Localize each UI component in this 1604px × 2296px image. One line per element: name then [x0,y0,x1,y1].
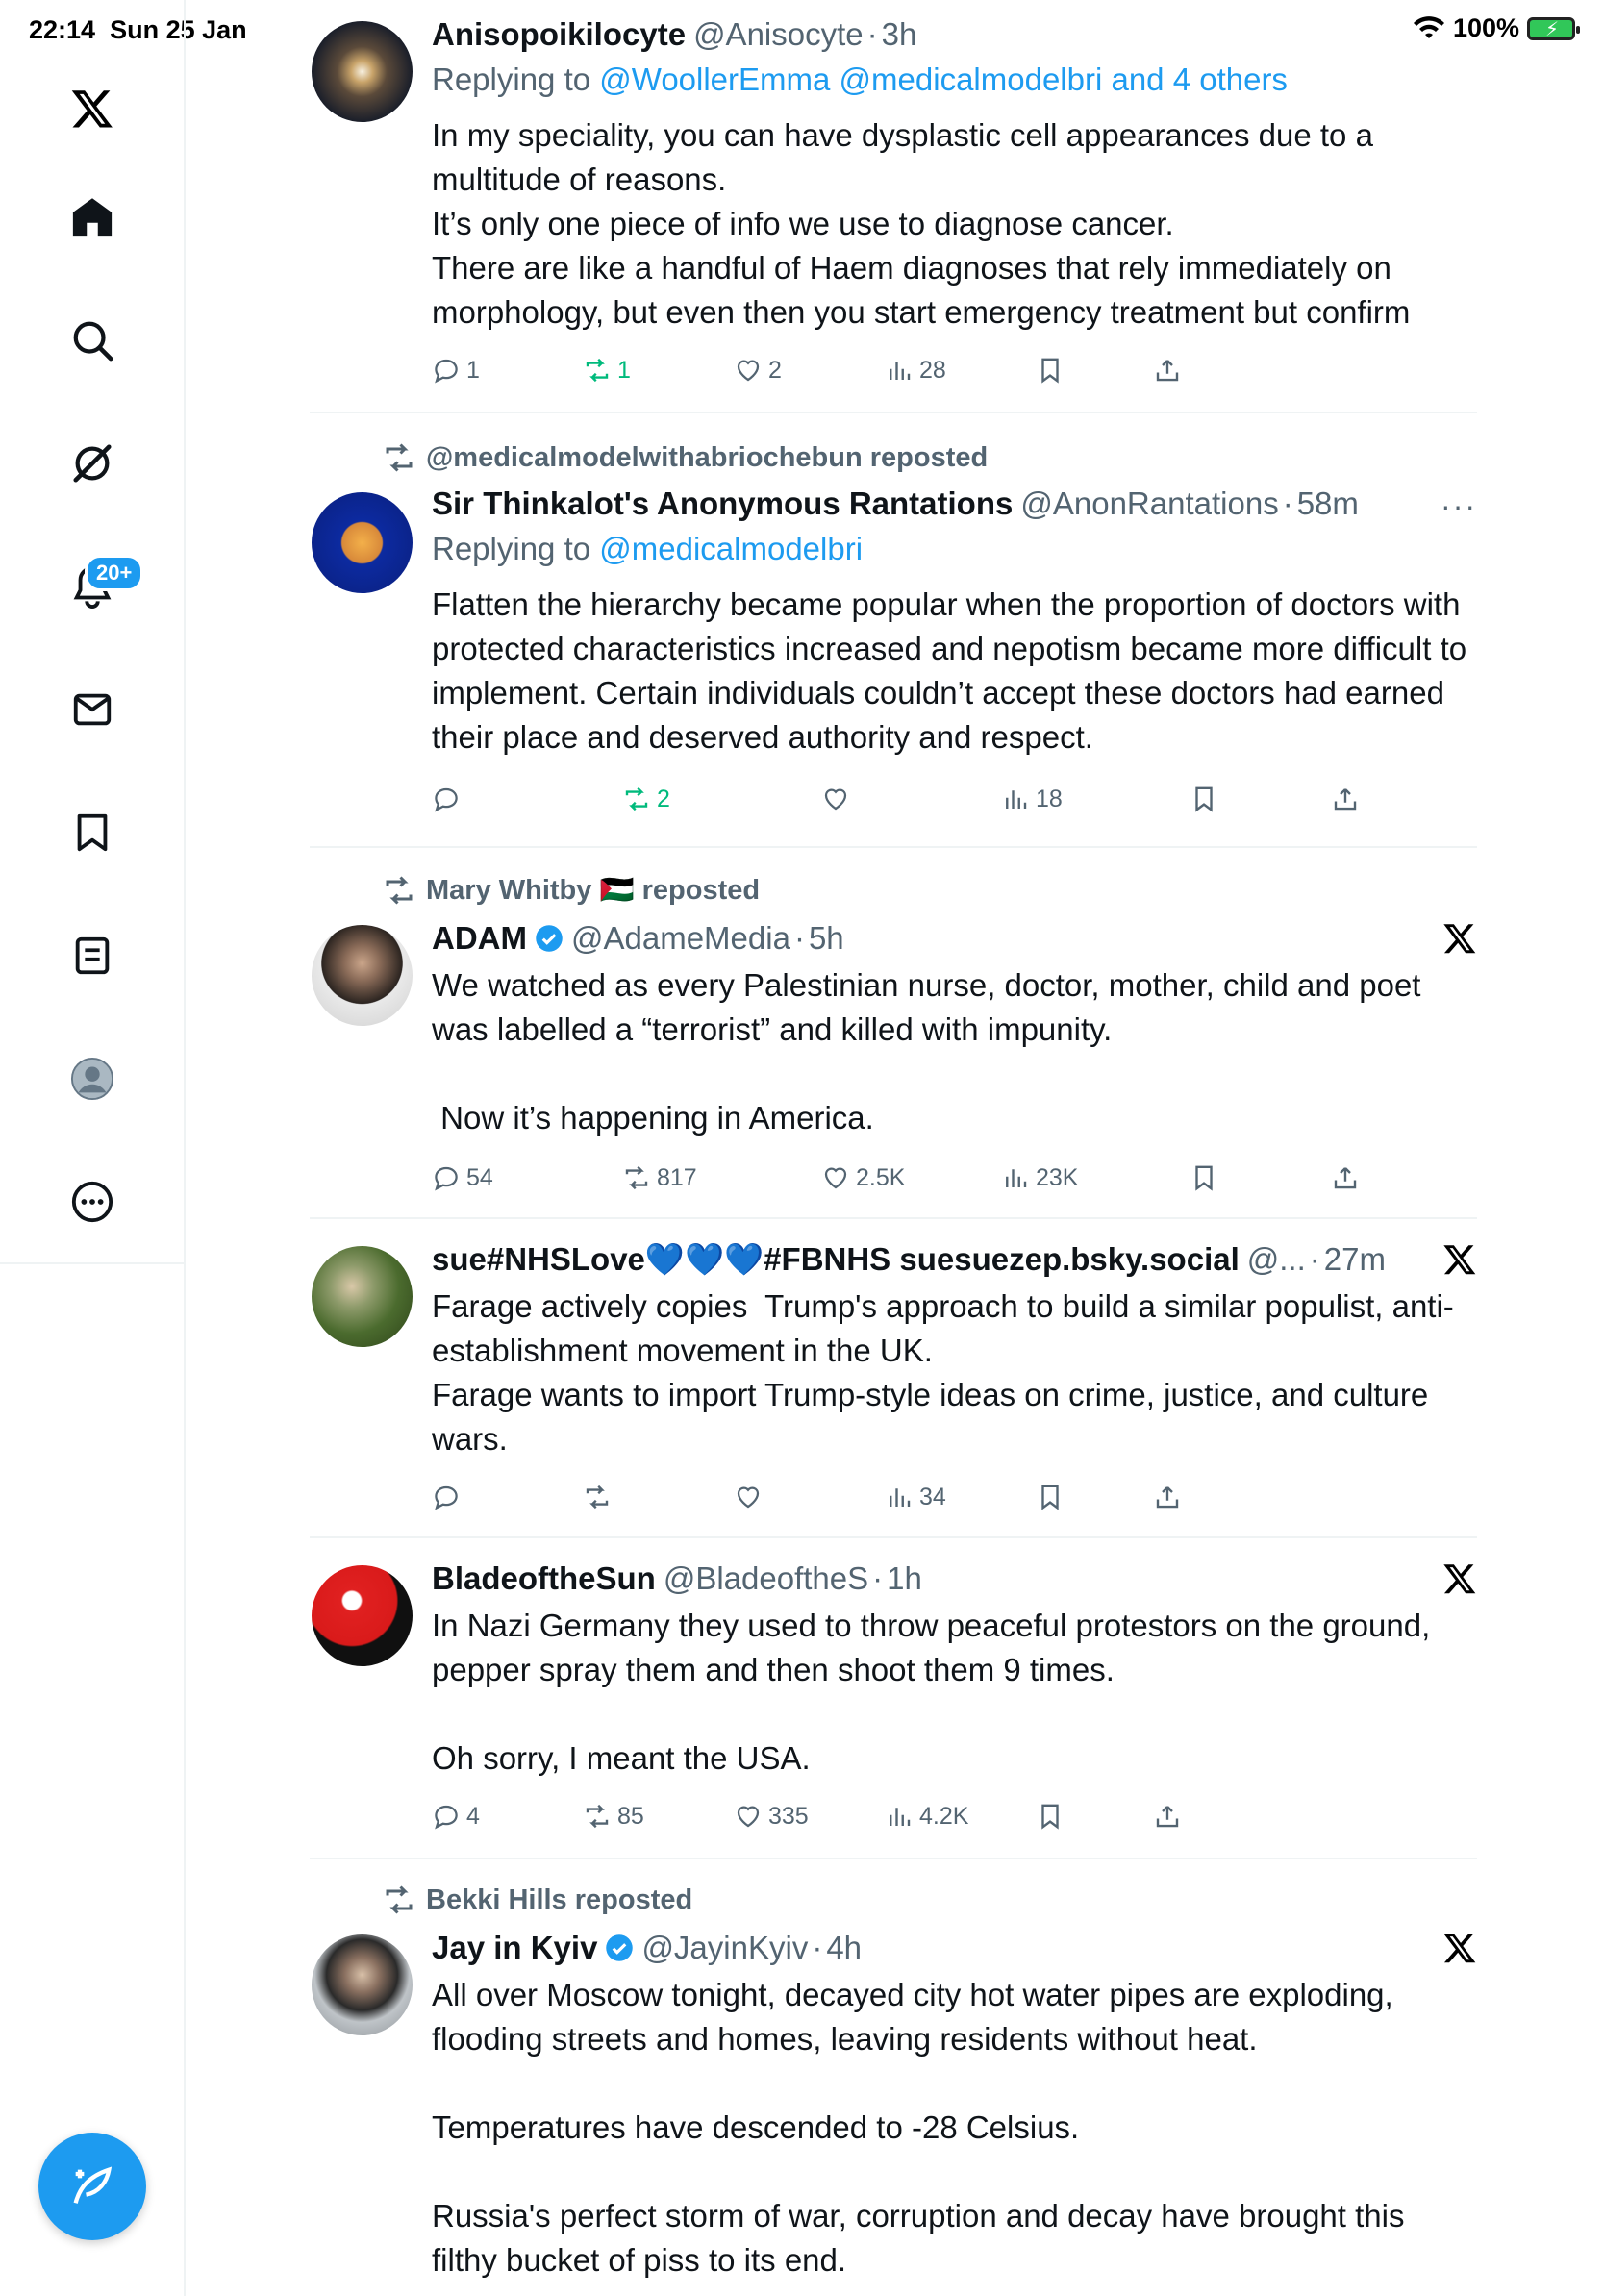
like-button[interactable] [734,1802,809,1831]
status-time: 22:14 Sun 25 Jan [29,15,247,44]
share-button[interactable] [1153,1483,1182,1511]
tweet-text: All over Moscow tonight, decayed city hot water pipes are exploding, flooding streets and homes, leaving residents without heat. Temperatures have descended to -28 Celsius. Russia's perfect storm of war, corruption and decay have brought this filthy bucket of piss to its end. [432,1977,1405,2278]
repost-indicator: @medicalmodelwithabriochebun reposted [382,440,988,475]
bookmark-button[interactable] [1190,785,1218,813]
separator: · [866,16,878,52]
repost-indicator: Mary Whitby 🇵🇸 reposted [382,873,760,908]
bookmark-icon [1190,785,1218,813]
share-button[interactable] [1153,1802,1182,1831]
reply-button[interactable] [432,356,480,385]
reply-icon [432,1483,461,1511]
tweet-actions [432,356,1201,394]
reply-count: 54 [466,1163,493,1191]
repost-button[interactable] [583,356,631,385]
views-button[interactable] [885,1802,968,1831]
search-icon[interactable] [61,309,124,372]
sidebar-divider [0,1262,186,1264]
heart-icon [734,1483,763,1511]
tweet-actions [432,1163,1201,1202]
reply-button[interactable] [432,1483,466,1511]
repost-icon [583,1802,612,1831]
compose-icon [67,2161,117,2211]
lists-icon[interactable] [61,924,124,987]
reply-icon [432,1163,461,1192]
bookmark-button[interactable] [1036,356,1065,385]
views-icon [1001,785,1030,813]
bookmark-button[interactable] [1036,1802,1065,1831]
bookmark-icon [1036,1483,1065,1511]
tweet-actions [432,1483,1201,1521]
tweet-header [432,13,1477,56]
repost-icon [382,1883,416,1917]
repost-indicator: Bekki Hills reposted [382,1883,692,1917]
avatar[interactable] [312,1565,413,1666]
author-name[interactable]: Anisopoikilocyte [432,16,687,52]
like-button[interactable] [821,785,856,813]
author-name[interactable]: BladeoftheSun [432,1560,656,1596]
repost-icon [622,1163,651,1192]
views-button[interactable] [1001,785,1063,813]
tweet-time[interactable]: 27m [1323,1241,1386,1277]
reply-icon [432,356,461,385]
reply-mention-link[interactable]: @medicalmodelbri [599,531,864,566]
battery-icon: ⚡ [1527,17,1575,40]
repost-icon [583,356,612,385]
more-options-icon[interactable]: ··· [1441,488,1477,523]
author-handle[interactable]: @... [1246,1241,1306,1277]
author-handle[interactable]: @Anisocyte [693,16,864,52]
avatar[interactable] [312,492,413,593]
avatar[interactable] [312,1246,413,1347]
author-handle[interactable]: @BladeoftheS [663,1560,869,1596]
author-name[interactable]: sue#NHSLove💙💙💙#FBNHS suesuezep.bsky.social [432,1240,1240,1277]
tweet[interactable] [310,850,1477,1219]
avatar[interactable] [312,21,413,122]
tweet-header [432,483,1477,525]
views-count: 18 [1036,785,1063,812]
like-button[interactable] [734,1483,768,1511]
avatar[interactable] [312,925,413,1026]
views-icon [1001,1163,1030,1192]
views-button[interactable] [885,356,946,385]
author-name[interactable]: ADAM [432,920,527,956]
sidebar [0,0,186,2296]
verified-badge-icon [605,1934,634,1962]
compose-button[interactable] [38,2133,146,2240]
bookmarks-icon[interactable] [61,801,124,864]
author-handle[interactable]: @AdameMedia [570,920,790,956]
battery-percent: 100% [1452,13,1519,42]
separator: · [812,1930,823,1965]
x-source-icon [1442,1931,1477,1965]
tweet-time[interactable]: 5h [808,920,844,956]
bookmark-icon [1190,1163,1218,1192]
repost-icon [622,785,651,813]
heart-icon [734,356,763,385]
bookmark-button[interactable] [1036,1483,1065,1511]
x-source-icon [1442,1561,1477,1596]
repost-icon [382,873,416,908]
reply-count: 4 [466,1802,480,1830]
repost-button[interactable] [622,1163,697,1192]
share-icon [1153,1483,1182,1511]
tweet-time[interactable]: 58m [1296,486,1359,521]
like-count: 335 [768,1802,809,1830]
repost-icon [583,1483,612,1511]
views-count: 4.2K [919,1802,969,1830]
views-count: 23K [1036,1163,1079,1191]
reply-icon [432,785,461,813]
repost-icon [382,440,416,475]
bookmark-icon [1036,1802,1065,1831]
share-icon [1153,1802,1182,1831]
tweet-actions [432,785,1201,823]
tweet[interactable] [310,1861,1477,2296]
reply-button[interactable] [432,785,466,813]
reply-mention-link[interactable]: @WoollerEmma @medicalmodelbri and 4 others [599,62,1288,97]
share-button[interactable] [1331,785,1360,813]
share-button[interactable] [1331,1163,1360,1192]
views-count: 34 [919,1483,946,1510]
repost-button[interactable] [622,785,670,813]
tweet-text: Flatten the hierarchy became popular when the proportion of doctors with protected characteristics increased and nepotism became more difficult to implement. Certain individuals couldn’t accept these doctors had earned their place and deserved authority and respect. [432,586,1476,755]
like-button[interactable] [734,356,782,385]
separator: · [793,920,805,956]
tweet[interactable] [310,415,1477,848]
separator: · [1309,1241,1320,1277]
x-logo-icon[interactable] [61,77,124,140]
tweet-text: In my speciality, you can have dysplastic cell appearances due to a multitude of reasons. It’s only one piece of info we use to diagnose cancer. There are like a handful of Haem diagnoses that rely immediately on morphology, but even then you start emergency treatment but confirm [432,117,1411,330]
repost-count: 85 [617,1802,644,1830]
tweet-header [432,1238,1477,1281]
avatar[interactable] [312,1934,413,2035]
separator: · [1282,486,1293,521]
reply-count: 1 [466,356,480,384]
share-icon [1331,1163,1360,1192]
reply-button[interactable] [432,1163,493,1192]
tweet-time[interactable]: 1h [887,1560,922,1596]
tweet[interactable] [310,0,1477,413]
like-button[interactable] [821,1163,905,1192]
author-name[interactable]: Sir Thinkalot's Anonymous Rantations [432,486,1014,521]
messages-icon[interactable] [61,678,124,741]
author-name[interactable]: Jay in Kyiv [432,1930,598,1965]
timeline-feed [310,0,1477,2296]
tweet[interactable] [310,1540,1477,1859]
x-source-icon [1442,1242,1477,1277]
replying-to: Replying to @medicalmodelbri [432,531,864,566]
share-button[interactable] [1153,356,1182,385]
bookmark-button[interactable] [1190,1163,1218,1192]
repost-count: 1 [617,356,631,384]
tweet-actions [432,1802,1201,1840]
repost-count: 2 [657,785,670,812]
tweet-header [432,917,1477,960]
separator: · [872,1560,884,1596]
views-icon [885,1802,914,1831]
notifications-badge: 20+ [85,555,143,591]
tweet-text: We watched as every Palestinian nurse, doctor, mother, child and poet was labelled a “terrorist” and killed with impunity. Now it’s happening in America. [432,967,1421,1136]
bookmark-icon [1036,356,1065,385]
grok-icon[interactable] [61,432,124,495]
repost-button[interactable] [583,1802,644,1831]
tweet-text: Farage actively copies Trump's approach to build a similar populist, anti-establishment movement in the UK. Farage wants to import Trump-style ideas on crime, justice, and culture wars. [432,1288,1454,1457]
views-icon [885,356,914,385]
reply-button[interactable] [432,1802,480,1831]
tweet-header [432,1558,1477,1600]
replying-to: Replying to @WoollerEmma @medicalmodelbri and 4 others [432,62,1288,97]
share-icon [1153,356,1182,385]
x-source-icon [1442,921,1477,956]
share-icon [1331,785,1360,813]
like-count: 2 [768,356,782,384]
views-icon [885,1483,914,1511]
tweet-time[interactable]: 3h [881,16,917,52]
repost-count: 817 [657,1163,697,1191]
tweet-time[interactable]: 4h [826,1930,863,1965]
views-button[interactable] [885,1483,946,1511]
profile-icon[interactable] [61,1047,124,1111]
more-icon[interactable] [61,1170,124,1234]
heart-icon [734,1802,763,1831]
repost-button[interactable] [583,1483,617,1511]
tweet-header [432,1927,1477,1969]
author-handle[interactable]: @JayinKyiv [641,1930,809,1965]
like-count: 2.5K [856,1163,906,1191]
home-icon[interactable] [61,186,124,249]
verified-badge-icon [535,924,564,953]
tweet[interactable] [310,1221,1477,1538]
heart-icon [821,1163,850,1192]
reply-icon [432,1802,461,1831]
tweet-text: In Nazi Germany they used to throw peaceful protestors on the ground, pepper spray them and then shoot them 9 times. Oh sorry, I meant the USA. [432,1608,1431,1776]
author-handle[interactable]: @AnonRantations [1020,486,1279,521]
views-button[interactable] [1001,1163,1078,1192]
heart-icon [821,785,850,813]
views-count: 28 [919,356,946,384]
